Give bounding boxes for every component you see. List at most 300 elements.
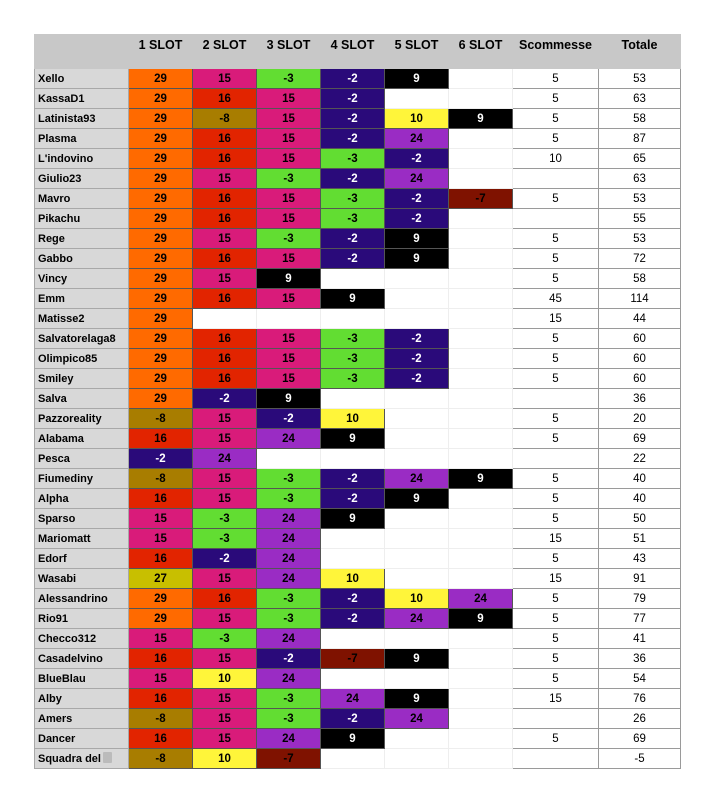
table-row — [35, 649, 681, 669]
header-totale: Totale — [599, 35, 681, 69]
slot-6-cell — [449, 209, 513, 229]
player-name-text: Giulio23 — [38, 172, 82, 185]
slot-6-cell: -7 — [449, 189, 513, 209]
slot-2-cell: 10 — [193, 749, 257, 769]
slot-2-cell: 16 — [193, 249, 257, 269]
totale-cell: 76 — [599, 689, 681, 709]
slot-5-cell: 9 — [385, 229, 449, 249]
slot-6-cell — [449, 489, 513, 509]
scommesse-cell: 5 — [513, 649, 599, 669]
slot-4-cell: -3 — [321, 189, 385, 209]
slot-5-cell — [385, 289, 449, 309]
slot-1-cell: 29 — [129, 389, 193, 409]
table-row — [35, 249, 681, 269]
player-name — [35, 529, 129, 549]
slot-3-cell: 15 — [257, 189, 321, 209]
scommesse-cell: 5 — [513, 429, 599, 449]
scommesse-cell — [513, 749, 599, 769]
totale-cell: 43 — [599, 549, 681, 569]
slot-4-cell: -2 — [321, 709, 385, 729]
slot-1-cell: -8 — [129, 409, 193, 429]
totale-cell: 53 — [599, 69, 681, 89]
player-name — [35, 109, 129, 129]
table-row — [35, 149, 681, 169]
scommesse-cell — [513, 389, 599, 409]
table-row — [35, 729, 681, 749]
player-name — [35, 349, 129, 369]
slot-3-cell: -3 — [257, 589, 321, 609]
table-row — [35, 669, 681, 689]
totale-cell: 58 — [599, 109, 681, 129]
header-slot-5: 5 SLOT — [385, 35, 449, 69]
table-row — [35, 569, 681, 589]
slot-5-cell: 9 — [385, 649, 449, 669]
slot-6-cell — [449, 649, 513, 669]
slot-4-cell — [321, 629, 385, 649]
slot-4-cell: -2 — [321, 129, 385, 149]
slot-2-cell: 16 — [193, 369, 257, 389]
totale-cell: 58 — [599, 269, 681, 289]
slot-6-cell — [449, 509, 513, 529]
player-name-text: Amers — [38, 712, 73, 725]
slot-1-cell: 29 — [129, 349, 193, 369]
slot-3-cell: 24 — [257, 509, 321, 529]
slot-4-cell: -2 — [321, 109, 385, 129]
slot-1-cell: 29 — [129, 109, 193, 129]
player-name-text: Squadra del — [38, 753, 101, 765]
player-name-text: Alessandrino — [38, 592, 108, 605]
slot-4-cell: 9 — [321, 729, 385, 749]
slot-2-cell: -2 — [193, 549, 257, 569]
slot-3-cell: -3 — [257, 229, 321, 249]
slot-1-cell: 16 — [129, 729, 193, 749]
slot-2-cell: 24 — [193, 449, 257, 469]
scommesse-cell — [513, 169, 599, 189]
slot-4-cell: -3 — [321, 329, 385, 349]
totale-cell: 63 — [599, 89, 681, 109]
slot-3-cell: -3 — [257, 469, 321, 489]
table-row — [35, 549, 681, 569]
slot-5-cell: 24 — [385, 709, 449, 729]
slot-2-cell: 15 — [193, 569, 257, 589]
slot-3-cell: 15 — [257, 209, 321, 229]
slot-4-cell — [321, 549, 385, 569]
totale-cell: 26 — [599, 709, 681, 729]
slot-6-cell — [449, 269, 513, 289]
player-name-text: Olimpico85 — [38, 352, 98, 365]
slot-1-cell: 16 — [129, 649, 193, 669]
player-name — [35, 369, 129, 389]
player-name-text: Rio91 — [38, 612, 68, 625]
player-name-text: Edorf — [38, 552, 67, 565]
slot-5-cell: 24 — [385, 129, 449, 149]
slot-3-cell: -3 — [257, 689, 321, 709]
table-row — [35, 349, 681, 369]
player-name — [35, 729, 129, 749]
totale-cell: 72 — [599, 249, 681, 269]
totale-cell: 51 — [599, 529, 681, 549]
slot-3-cell: -2 — [257, 409, 321, 429]
player-name — [35, 309, 129, 329]
table-row — [35, 309, 681, 329]
slot-2-cell: 15 — [193, 69, 257, 89]
player-name-text: Dancer — [38, 732, 76, 745]
slot-2-cell: 16 — [193, 329, 257, 349]
player-name — [35, 149, 129, 169]
slot-4-cell — [321, 449, 385, 469]
slot-4-cell — [321, 669, 385, 689]
scommesse-cell — [513, 709, 599, 729]
slot-6-cell — [449, 689, 513, 709]
slot-1-cell: 16 — [129, 489, 193, 509]
slot-1-cell: 16 — [129, 429, 193, 449]
slot-4-cell: 24 — [321, 689, 385, 709]
player-name — [35, 549, 129, 569]
slot-1-cell: -8 — [129, 469, 193, 489]
slot-2-cell: 15 — [193, 229, 257, 249]
player-name-text: Emm — [38, 292, 65, 305]
slot-6-cell — [449, 149, 513, 169]
player-name-text: Gabbo — [38, 252, 73, 265]
slot-6-cell: 9 — [449, 469, 513, 489]
slot-3-cell: -3 — [257, 489, 321, 509]
slot-1-cell: 29 — [129, 129, 193, 149]
totale-cell: 50 — [599, 509, 681, 529]
slot-2-cell: 15 — [193, 489, 257, 509]
header-slot-2: 2 SLOT — [193, 35, 257, 69]
totale-cell: 20 — [599, 409, 681, 429]
totale-cell: 54 — [599, 669, 681, 689]
table-row — [35, 529, 681, 549]
slot-5-cell — [385, 549, 449, 569]
slot-5-cell: -2 — [385, 329, 449, 349]
slot-4-cell: 10 — [321, 569, 385, 589]
slot-2-cell: 15 — [193, 429, 257, 449]
totale-cell: 77 — [599, 609, 681, 629]
scommesse-cell: 5 — [513, 89, 599, 109]
slot-5-cell — [385, 629, 449, 649]
slot-3-cell: 9 — [257, 389, 321, 409]
slot-4-cell: 9 — [321, 509, 385, 529]
scommesse-cell: 5 — [513, 609, 599, 629]
slot-5-cell: 24 — [385, 469, 449, 489]
scommesse-cell: 5 — [513, 249, 599, 269]
scommesse-cell: 5 — [513, 369, 599, 389]
totale-cell: 60 — [599, 349, 681, 369]
slot-1-cell: 29 — [129, 249, 193, 269]
slot-3-cell: 15 — [257, 89, 321, 109]
slot-6-cell — [449, 329, 513, 349]
slot-3-cell: 15 — [257, 109, 321, 129]
slot-4-cell: -2 — [321, 249, 385, 269]
table-row — [35, 209, 681, 229]
slot-4-cell: -2 — [321, 69, 385, 89]
player-name-text: Xello — [38, 72, 65, 85]
standings-table — [34, 34, 681, 769]
player-name-text: Pikachu — [38, 212, 81, 225]
table-row — [35, 749, 681, 769]
scommesse-cell — [513, 449, 599, 469]
scommesse-cell — [513, 209, 599, 229]
slot-2-cell: 15 — [193, 469, 257, 489]
slot-4-cell — [321, 269, 385, 289]
player-name — [35, 209, 129, 229]
player-name — [35, 289, 129, 309]
totale-cell: 91 — [599, 569, 681, 589]
scommesse-cell: 5 — [513, 189, 599, 209]
player-name — [35, 169, 129, 189]
slot-4-cell: 9 — [321, 429, 385, 449]
slot-6-cell: 9 — [449, 109, 513, 129]
totale-cell: 36 — [599, 649, 681, 669]
slot-2-cell: 16 — [193, 89, 257, 109]
slot-1-cell: -2 — [129, 449, 193, 469]
slot-3-cell: 24 — [257, 529, 321, 549]
slot-6-cell — [449, 449, 513, 469]
slot-2-cell: -3 — [193, 509, 257, 529]
slot-4-cell — [321, 749, 385, 769]
totale-cell: 40 — [599, 489, 681, 509]
table-row — [35, 409, 681, 429]
slot-6-cell — [449, 389, 513, 409]
slot-4-cell — [321, 309, 385, 329]
table-row — [35, 69, 681, 89]
slot-5-cell — [385, 389, 449, 409]
player-name — [35, 249, 129, 269]
slot-4-cell — [321, 529, 385, 549]
player-name-text: Alabama — [38, 432, 84, 445]
player-name — [35, 649, 129, 669]
slot-1-cell: -8 — [129, 709, 193, 729]
player-name-text: Vincy — [38, 272, 68, 285]
totale-cell: 44 — [599, 309, 681, 329]
totale-cell: -5 — [599, 749, 681, 769]
player-name — [35, 669, 129, 689]
slot-2-cell: -8 — [193, 109, 257, 129]
slot-1-cell: 29 — [129, 369, 193, 389]
slot-2-cell: 15 — [193, 689, 257, 709]
slot-5-cell: 9 — [385, 69, 449, 89]
slot-2-cell — [193, 309, 257, 329]
player-name — [35, 269, 129, 289]
slot-3-cell: 24 — [257, 629, 321, 649]
slot-2-cell: 16 — [193, 209, 257, 229]
slot-4-cell: -2 — [321, 229, 385, 249]
slot-5-cell: 10 — [385, 589, 449, 609]
slot-1-cell: 29 — [129, 329, 193, 349]
player-name — [35, 589, 129, 609]
table-row — [35, 689, 681, 709]
slot-3-cell: 24 — [257, 549, 321, 569]
slot-2-cell: 16 — [193, 189, 257, 209]
slot-4-cell: -2 — [321, 89, 385, 109]
player-name — [35, 629, 129, 649]
slot-3-cell: -3 — [257, 169, 321, 189]
totale-cell: 69 — [599, 429, 681, 449]
scommesse-cell: 5 — [513, 589, 599, 609]
player-name-text: Alby — [38, 692, 62, 705]
totale-cell: 60 — [599, 369, 681, 389]
slot-5-cell: -2 — [385, 149, 449, 169]
scommesse-cell: 5 — [513, 629, 599, 649]
header-name — [35, 35, 129, 69]
slot-5-cell — [385, 749, 449, 769]
player-name — [35, 409, 129, 429]
table-row — [35, 629, 681, 649]
slot-4-cell: -2 — [321, 589, 385, 609]
scommesse-cell: 5 — [513, 349, 599, 369]
header-slot-3: 3 SLOT — [257, 35, 321, 69]
table-row — [35, 429, 681, 449]
player-name — [35, 709, 129, 729]
scommesse-cell: 5 — [513, 329, 599, 349]
slot-1-cell: 29 — [129, 209, 193, 229]
slot-3-cell: 24 — [257, 729, 321, 749]
slot-5-cell — [385, 529, 449, 549]
player-name-text: Sparso — [38, 512, 76, 525]
slot-6-cell: 24 — [449, 589, 513, 609]
slot-6-cell — [449, 229, 513, 249]
slot-5-cell — [385, 409, 449, 429]
table-row — [35, 509, 681, 529]
player-name-text: L'indovino — [38, 152, 94, 165]
totale-cell: 79 — [599, 589, 681, 609]
player-name-text: KassaD1 — [38, 92, 85, 105]
scommesse-cell: 5 — [513, 109, 599, 129]
player-name-text: Salvatorelaga8 — [38, 332, 116, 345]
slot-1-cell: 29 — [129, 89, 193, 109]
slot-2-cell: 15 — [193, 649, 257, 669]
slot-6-cell — [449, 409, 513, 429]
scommesse-cell: 5 — [513, 409, 599, 429]
slot-3-cell: -7 — [257, 749, 321, 769]
totale-cell: 60 — [599, 329, 681, 349]
slot-5-cell — [385, 309, 449, 329]
table-row — [35, 189, 681, 209]
slot-3-cell — [257, 309, 321, 329]
slot-1-cell: 29 — [129, 169, 193, 189]
slot-1-cell: 29 — [129, 149, 193, 169]
slot-4-cell: -2 — [321, 609, 385, 629]
slot-1-cell: 15 — [129, 529, 193, 549]
slot-3-cell: 15 — [257, 369, 321, 389]
table-row — [35, 589, 681, 609]
player-name-text: Rege — [38, 232, 65, 245]
table-row — [35, 369, 681, 389]
slot-4-cell: -2 — [321, 489, 385, 509]
player-name — [35, 129, 129, 149]
slot-1-cell: 27 — [129, 569, 193, 589]
table-row — [35, 109, 681, 129]
slot-3-cell: 15 — [257, 289, 321, 309]
slot-3-cell: 24 — [257, 669, 321, 689]
slot-3-cell: -3 — [257, 709, 321, 729]
slot-3-cell: -3 — [257, 609, 321, 629]
header-scommesse: Scommesse — [513, 35, 599, 69]
player-name-text: Pesca — [38, 452, 70, 465]
scommesse-cell: 15 — [513, 309, 599, 329]
slot-4-cell: -3 — [321, 209, 385, 229]
slot-2-cell: 16 — [193, 289, 257, 309]
slot-5-cell: -2 — [385, 369, 449, 389]
totale-cell: 41 — [599, 629, 681, 649]
player-name-text: Matisse2 — [38, 312, 85, 325]
scommesse-cell: 15 — [513, 529, 599, 549]
totale-cell: 63 — [599, 169, 681, 189]
player-name — [35, 489, 129, 509]
player-name — [35, 749, 129, 769]
slot-5-cell: 9 — [385, 689, 449, 709]
slot-1-cell: 29 — [129, 589, 193, 609]
totale-cell: 36 — [599, 389, 681, 409]
slot-2-cell: 16 — [193, 349, 257, 369]
player-name — [35, 449, 129, 469]
player-name-text: Plasma — [38, 132, 77, 145]
scommesse-cell: 15 — [513, 689, 599, 709]
slot-1-cell: 15 — [129, 629, 193, 649]
table-row — [35, 229, 681, 249]
slot-1-cell: 16 — [129, 689, 193, 709]
totale-cell: 40 — [599, 469, 681, 489]
slot-2-cell: 15 — [193, 609, 257, 629]
slot-2-cell: 15 — [193, 269, 257, 289]
slot-5-cell — [385, 429, 449, 449]
player-name-text: Smiley — [38, 372, 74, 385]
slot-5-cell: 9 — [385, 249, 449, 269]
player-name-text: Mavro — [38, 192, 71, 205]
totale-cell: 65 — [599, 149, 681, 169]
scommesse-cell: 5 — [513, 129, 599, 149]
scommesse-cell: 5 — [513, 549, 599, 569]
slot-5-cell: -2 — [385, 189, 449, 209]
totale-cell: 22 — [599, 449, 681, 469]
slot-3-cell: 15 — [257, 349, 321, 369]
player-name — [35, 509, 129, 529]
slot-1-cell: 29 — [129, 269, 193, 289]
slot-6-cell — [449, 69, 513, 89]
totale-cell: 87 — [599, 129, 681, 149]
scommesse-cell: 5 — [513, 269, 599, 289]
slot-5-cell: -2 — [385, 349, 449, 369]
table-row — [35, 89, 681, 109]
player-name — [35, 569, 129, 589]
slot-6-cell — [449, 89, 513, 109]
slot-5-cell: 10 — [385, 109, 449, 129]
slot-6-cell — [449, 129, 513, 149]
slot-3-cell: 24 — [257, 429, 321, 449]
slot-2-cell: 16 — [193, 129, 257, 149]
player-name — [35, 69, 129, 89]
scommesse-cell: 5 — [513, 669, 599, 689]
totale-cell: 53 — [599, 189, 681, 209]
table-row — [35, 269, 681, 289]
slot-1-cell: -8 — [129, 749, 193, 769]
slot-4-cell: -2 — [321, 169, 385, 189]
slot-1-cell: 29 — [129, 69, 193, 89]
player-name-text: Checco312 — [38, 632, 97, 645]
slot-5-cell: -2 — [385, 209, 449, 229]
slot-5-cell — [385, 269, 449, 289]
player-name — [35, 329, 129, 349]
table-row — [35, 329, 681, 349]
player-name-text: Casadelvino — [38, 652, 103, 665]
slot-5-cell: 24 — [385, 609, 449, 629]
slot-5-cell — [385, 449, 449, 469]
slot-2-cell: 16 — [193, 149, 257, 169]
totale-cell: 114 — [599, 289, 681, 309]
slot-1-cell: 29 — [129, 189, 193, 209]
slot-1-cell: 15 — [129, 509, 193, 529]
